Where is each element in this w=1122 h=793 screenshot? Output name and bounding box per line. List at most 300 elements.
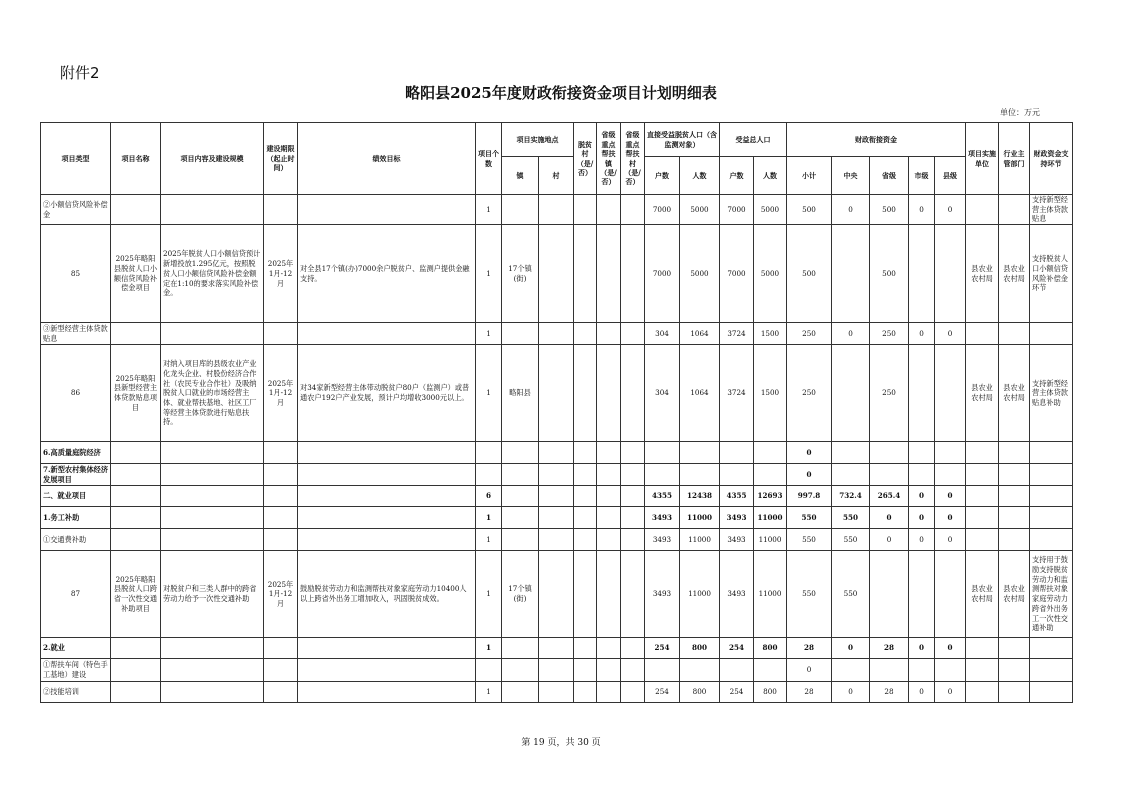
table-cell <box>909 225 935 323</box>
table-cell <box>161 638 264 659</box>
table-cell <box>999 323 1030 345</box>
table-cell: 550 <box>832 507 870 529</box>
table-cell <box>935 345 966 442</box>
table-cell <box>909 464 935 486</box>
table-cell: 0 <box>832 682 870 703</box>
table-cell <box>935 464 966 486</box>
table-cell <box>832 345 870 442</box>
table-cell <box>574 638 597 659</box>
table-cell: 3493 <box>645 529 680 551</box>
table-cell: ③新型经营主体贷款贴息 <box>41 323 111 345</box>
table-cell <box>621 659 645 682</box>
table-cell <box>597 345 621 442</box>
table-cell: 5000 <box>680 225 720 323</box>
table-cell: 732.4 <box>832 486 870 507</box>
table-cell <box>999 682 1030 703</box>
table-cell: 鼓励脱贫劳动力和监测帮扶对象家庭劳动力10400人以上跨省外出务工增加收入，巩固脱贫成效。 <box>298 551 476 638</box>
table-cell <box>597 225 621 323</box>
table-cell: 1064 <box>680 323 720 345</box>
table-cell <box>935 442 966 464</box>
table-cell: 6 <box>476 486 502 507</box>
table-cell <box>999 442 1030 464</box>
table-cell <box>298 323 476 345</box>
table-cell: ①交通费补助 <box>41 529 111 551</box>
header-content: 项目内容及建设规模 <box>161 123 264 195</box>
table-cell <box>597 486 621 507</box>
table-cell: 1 <box>476 345 502 442</box>
table-cell <box>502 323 539 345</box>
table-cell: ②小额信贷风险补偿金 <box>41 195 111 225</box>
table-cell: 对纳入项目库的县级农业产业化龙头企业、村股份经济合作社（农民专业合作社）及吸纳脱贫人口就业的市场经营主体、就业帮扶基地、社区工厂等经营主体贷款进行贴息扶持。 <box>161 345 264 442</box>
table-cell <box>264 507 298 529</box>
header-direct-households: 户数 <box>645 157 680 195</box>
table-cell: 0 <box>909 682 935 703</box>
table-cell <box>161 464 264 486</box>
table-cell: 3493 <box>645 507 680 529</box>
table-row <box>41 659 1073 682</box>
table-cell: 0 <box>935 323 966 345</box>
table-cell <box>645 464 680 486</box>
header-funds: 财政衔接资金 <box>787 123 966 157</box>
table-cell <box>264 195 298 225</box>
table-cell: 1 <box>476 529 502 551</box>
table-cell: 17个镇(街) <box>502 551 539 638</box>
table-row <box>41 529 1073 551</box>
table-cell: 1 <box>476 225 502 323</box>
header-count: 项目个数 <box>476 123 502 195</box>
table-cell <box>502 464 539 486</box>
table-cell <box>161 529 264 551</box>
header-period: 建设期限（起止时间） <box>264 123 298 195</box>
table-cell: 2025年1月-12月 <box>264 225 298 323</box>
table-cell <box>264 486 298 507</box>
table-cell <box>574 507 597 529</box>
table-cell <box>502 195 539 225</box>
table-cell <box>909 551 935 638</box>
table-cell: 11000 <box>754 507 787 529</box>
table-cell: 支持新型经营主体贷款贴息 <box>1030 195 1073 225</box>
table-cell: 800 <box>754 682 787 703</box>
table-cell: 1064 <box>680 345 720 442</box>
table-cell: 0 <box>787 442 832 464</box>
table-cell: 250 <box>787 345 832 442</box>
table-cell: 11000 <box>680 551 720 638</box>
table-cell: 7000 <box>720 225 754 323</box>
table-cell: 2025年略阳县新型经营主体贷款贴息项目 <box>111 345 161 442</box>
table-cell <box>111 442 161 464</box>
table-cell: 250 <box>787 323 832 345</box>
table-cell: 254 <box>720 682 754 703</box>
table-cell <box>1030 323 1073 345</box>
table-cell <box>966 659 999 682</box>
table-cell <box>720 659 754 682</box>
table-cell <box>539 345 574 442</box>
table-cell: 对34家新型经营主体带动脱贫户80户（监测户）或普通农户192户产业发展，预计户均增收3000元以上。 <box>298 345 476 442</box>
header-central: 中央 <box>832 157 870 195</box>
table-cell: 县农业农村局 <box>999 225 1030 323</box>
table-cell: 0 <box>909 529 935 551</box>
table-cell <box>621 486 645 507</box>
table-cell <box>935 225 966 323</box>
table-cell <box>720 464 754 486</box>
table-cell <box>621 638 645 659</box>
table-cell: 0 <box>832 323 870 345</box>
table-row <box>41 551 1073 638</box>
table-cell <box>966 529 999 551</box>
table-cell: 12438 <box>680 486 720 507</box>
table-cell <box>909 442 935 464</box>
table-cell: 0 <box>935 507 966 529</box>
table-cell: 二、就业项目 <box>41 486 111 507</box>
table-cell <box>502 486 539 507</box>
table-cell <box>597 659 621 682</box>
table-row <box>41 507 1073 529</box>
table-cell: 7000 <box>645 225 680 323</box>
table-cell: 1.务工补助 <box>41 507 111 529</box>
table-cell <box>539 551 574 638</box>
table-cell <box>832 659 870 682</box>
table-cell <box>476 442 502 464</box>
table-cell <box>966 682 999 703</box>
table-cell <box>161 195 264 225</box>
table-cell: 250 <box>870 345 909 442</box>
table-cell <box>539 682 574 703</box>
table-cell <box>111 486 161 507</box>
table-cell: 0 <box>787 464 832 486</box>
table-cell: 3724 <box>720 323 754 345</box>
table-cell: 2025年脱贫人口小额信贷预计新增投放1.295亿元，按照脱贫人口小额信贷风险补偿金额定在1:10的要求落实风险补偿金。 <box>161 225 264 323</box>
table-cell: 0 <box>935 638 966 659</box>
page-footer: 第 19 页，共 30 页 <box>521 738 601 748</box>
table-cell <box>574 682 597 703</box>
table-cell <box>999 464 1030 486</box>
table-cell <box>539 507 574 529</box>
table-cell <box>574 442 597 464</box>
table-cell <box>161 682 264 703</box>
table-cell <box>1030 659 1073 682</box>
header-village: 村 <box>539 157 574 195</box>
table-cell <box>574 195 597 225</box>
table-cell <box>597 195 621 225</box>
table-cell <box>597 323 621 345</box>
table-cell: 3493 <box>720 529 754 551</box>
header-benefit-persons: 人数 <box>754 157 787 195</box>
table-cell: 3493 <box>720 507 754 529</box>
table-cell: 0 <box>909 195 935 225</box>
table-cell <box>597 551 621 638</box>
table-row <box>41 442 1073 464</box>
table-cell: 支持脱贫人口小额信贷风险补偿金环节 <box>1030 225 1073 323</box>
table-cell <box>621 323 645 345</box>
table-cell <box>1030 638 1073 659</box>
table-cell: 略阳县 <box>502 345 539 442</box>
header-town: 镇 <box>502 157 539 195</box>
table-cell <box>966 323 999 345</box>
table-cell <box>621 682 645 703</box>
header-key-town: 省级重点帮扶镇（是/否） <box>597 123 621 195</box>
table-cell <box>597 638 621 659</box>
table-cell <box>1030 529 1073 551</box>
table-cell: 500 <box>870 225 909 323</box>
table-cell: 1 <box>476 682 502 703</box>
header-unit: 项目实施单位 <box>966 123 999 195</box>
table-cell <box>298 682 476 703</box>
table-cell: 支持用于鼓励支持脱贫劳动力和监测帮扶对象家庭劳动力跨省外出务工一次性交通补助 <box>1030 551 1073 638</box>
table-cell <box>870 464 909 486</box>
table-cell: 500 <box>870 195 909 225</box>
table-cell <box>966 486 999 507</box>
table-cell: 1500 <box>754 323 787 345</box>
table-cell <box>621 345 645 442</box>
table-cell: 县农业农村局 <box>966 225 999 323</box>
table-cell <box>264 659 298 682</box>
table-cell: ①帮扶车间（特色手工基地）建设 <box>41 659 111 682</box>
table-cell: 0 <box>935 682 966 703</box>
table-cell: 7.新型农村集体经济发展项目 <box>41 464 111 486</box>
table-cell <box>870 442 909 464</box>
table-cell <box>966 195 999 225</box>
table-cell <box>1030 507 1073 529</box>
table-cell <box>161 323 264 345</box>
header-row-1 <box>41 123 1073 157</box>
table-cell: 2.就业 <box>41 638 111 659</box>
table-cell <box>264 682 298 703</box>
table-cell <box>111 529 161 551</box>
table-cell <box>502 659 539 682</box>
table-row <box>41 323 1073 345</box>
header-poor-village: 脱贫村（是/否） <box>574 123 597 195</box>
table-cell: 1 <box>476 507 502 529</box>
header-direct-persons: 人数 <box>680 157 720 195</box>
table-row <box>41 195 1073 225</box>
table-cell: ②技能培训 <box>41 682 111 703</box>
table-cell <box>597 507 621 529</box>
table-cell: 0 <box>787 659 832 682</box>
table-cell: 12693 <box>754 486 787 507</box>
table-cell: 2025年略阳县脱贫人口小额信贷风险补偿金项目 <box>111 225 161 323</box>
table-cell <box>539 323 574 345</box>
table-cell <box>111 464 161 486</box>
table-cell: 254 <box>720 638 754 659</box>
table-cell <box>621 464 645 486</box>
header-support: 财政资金支持环节 <box>1030 123 1073 195</box>
header-location: 项目实施地点 <box>502 123 574 157</box>
table-cell <box>111 682 161 703</box>
table-cell: 对全县17个镇(办)7000余户脱贫户、监测户提供金融支持。 <box>298 225 476 323</box>
table-cell <box>539 659 574 682</box>
header-type: 项目类型 <box>41 123 111 195</box>
table-row <box>41 225 1073 323</box>
table-cell <box>999 638 1030 659</box>
header-name: 项目名称 <box>111 123 161 195</box>
table-cell <box>574 486 597 507</box>
table-cell: 4355 <box>645 486 680 507</box>
table-cell <box>621 551 645 638</box>
header-subtotal: 小计 <box>787 157 832 195</box>
table-cell: 550 <box>832 551 870 638</box>
table-cell <box>621 442 645 464</box>
table-cell: 85 <box>41 225 111 323</box>
table-cell <box>502 682 539 703</box>
table-cell: 800 <box>680 638 720 659</box>
table-cell <box>298 529 476 551</box>
table-cell: 550 <box>832 529 870 551</box>
table-cell <box>621 195 645 225</box>
table-cell: 0 <box>870 507 909 529</box>
table-cell: 3493 <box>720 551 754 638</box>
table-cell <box>870 551 909 638</box>
table-cell: 1 <box>476 195 502 225</box>
table-cell: 0 <box>935 486 966 507</box>
table-cell: 3493 <box>645 551 680 638</box>
table-row <box>41 682 1073 703</box>
table-cell: 0 <box>832 195 870 225</box>
table-cell <box>161 442 264 464</box>
table-cell: 11000 <box>754 529 787 551</box>
table-cell <box>264 464 298 486</box>
table-cell <box>264 638 298 659</box>
table-cell <box>111 195 161 225</box>
table-cell: 2025年1月-12月 <box>264 345 298 442</box>
table-cell <box>999 659 1030 682</box>
table-cell <box>1030 682 1073 703</box>
table-cell <box>645 442 680 464</box>
table-cell: 5000 <box>680 195 720 225</box>
table-cell <box>539 464 574 486</box>
header-direct: 直接受益脱贫人口（含监测对象） <box>645 123 720 157</box>
table-cell: 997.8 <box>787 486 832 507</box>
attachment-label: 附件2 <box>60 64 100 82</box>
table-cell <box>111 507 161 529</box>
header-dept: 行业主管部门 <box>999 123 1030 195</box>
table-cell <box>832 464 870 486</box>
table-cell: 800 <box>754 638 787 659</box>
table-cell: 254 <box>645 638 680 659</box>
table-cell <box>574 659 597 682</box>
table-cell <box>502 507 539 529</box>
table-row <box>41 486 1073 507</box>
table-cell <box>161 659 264 682</box>
table-cell <box>999 486 1030 507</box>
table-cell <box>909 659 935 682</box>
table-cell <box>502 529 539 551</box>
header-city: 市级 <box>909 157 935 195</box>
table-cell: 28 <box>787 638 832 659</box>
table-cell: 304 <box>645 345 680 442</box>
table-cell: 6.高质量庭院经济 <box>41 442 111 464</box>
table-cell <box>539 529 574 551</box>
header-key-village: 省级重点帮扶村（是/否） <box>621 123 645 195</box>
table-cell <box>298 659 476 682</box>
table-cell <box>161 507 264 529</box>
table-cell <box>476 464 502 486</box>
table-cell <box>502 638 539 659</box>
table-cell: 28 <box>787 682 832 703</box>
table-cell <box>1030 486 1073 507</box>
table-cell: 0 <box>909 638 935 659</box>
table-cell <box>597 682 621 703</box>
table-cell: 800 <box>680 682 720 703</box>
table-cell: 265.4 <box>870 486 909 507</box>
table-cell <box>539 195 574 225</box>
table-cell: 0 <box>909 507 935 529</box>
table-cell: 0 <box>909 486 935 507</box>
table-cell <box>298 638 476 659</box>
table-cell: 500 <box>787 225 832 323</box>
table-cell: 4355 <box>720 486 754 507</box>
table-cell: 1 <box>476 551 502 638</box>
table-cell: 7000 <box>720 195 754 225</box>
unit-label: 单位：万元 <box>1000 108 1040 117</box>
table-cell <box>680 442 720 464</box>
table-cell: 2025年1月-12月 <box>264 551 298 638</box>
table-cell <box>111 659 161 682</box>
table-cell: 550 <box>787 507 832 529</box>
table-cell <box>966 442 999 464</box>
table-cell: 254 <box>645 682 680 703</box>
table-cell: 11000 <box>680 529 720 551</box>
table-cell <box>680 659 720 682</box>
table-cell <box>935 659 966 682</box>
table-cell <box>264 323 298 345</box>
table-cell: 17个镇(街) <box>502 225 539 323</box>
table-cell <box>597 464 621 486</box>
table-cell <box>966 507 999 529</box>
table-row <box>41 638 1073 659</box>
table-cell <box>111 638 161 659</box>
table-cell <box>574 345 597 442</box>
table-cell <box>161 486 264 507</box>
table-cell <box>574 551 597 638</box>
table-cell <box>754 659 787 682</box>
table-cell <box>621 529 645 551</box>
plan-table <box>40 122 1073 703</box>
table-cell <box>966 464 999 486</box>
table-cell <box>1030 464 1073 486</box>
table-cell <box>720 442 754 464</box>
table-cell <box>621 225 645 323</box>
table-cell: 250 <box>870 323 909 345</box>
table-cell <box>966 638 999 659</box>
table-cell: 550 <box>787 551 832 638</box>
table-cell: 5000 <box>754 195 787 225</box>
table-cell <box>264 442 298 464</box>
table-cell <box>597 442 621 464</box>
table-cell: 3724 <box>720 345 754 442</box>
table-cell <box>754 464 787 486</box>
table-cell: 28 <box>870 682 909 703</box>
table-cell: 1 <box>476 638 502 659</box>
table-cell <box>645 659 680 682</box>
table-cell <box>754 442 787 464</box>
table-cell <box>111 323 161 345</box>
table-cell: 550 <box>787 529 832 551</box>
table-cell: 1 <box>476 323 502 345</box>
table-cell <box>870 659 909 682</box>
header-target: 绩效目标 <box>298 123 476 195</box>
table-cell <box>574 529 597 551</box>
table-cell: 0 <box>870 529 909 551</box>
table-cell: 86 <box>41 345 111 442</box>
table-cell <box>574 323 597 345</box>
table-cell <box>999 507 1030 529</box>
table-row <box>41 464 1073 486</box>
table-cell <box>298 442 476 464</box>
header-benefit-households: 户数 <box>720 157 754 195</box>
table-cell: 2025年略阳县脱贫人口跨省一次性交通补助项目 <box>111 551 161 638</box>
table-cell: 5000 <box>754 225 787 323</box>
table-cell: 县农业农村局 <box>999 551 1030 638</box>
